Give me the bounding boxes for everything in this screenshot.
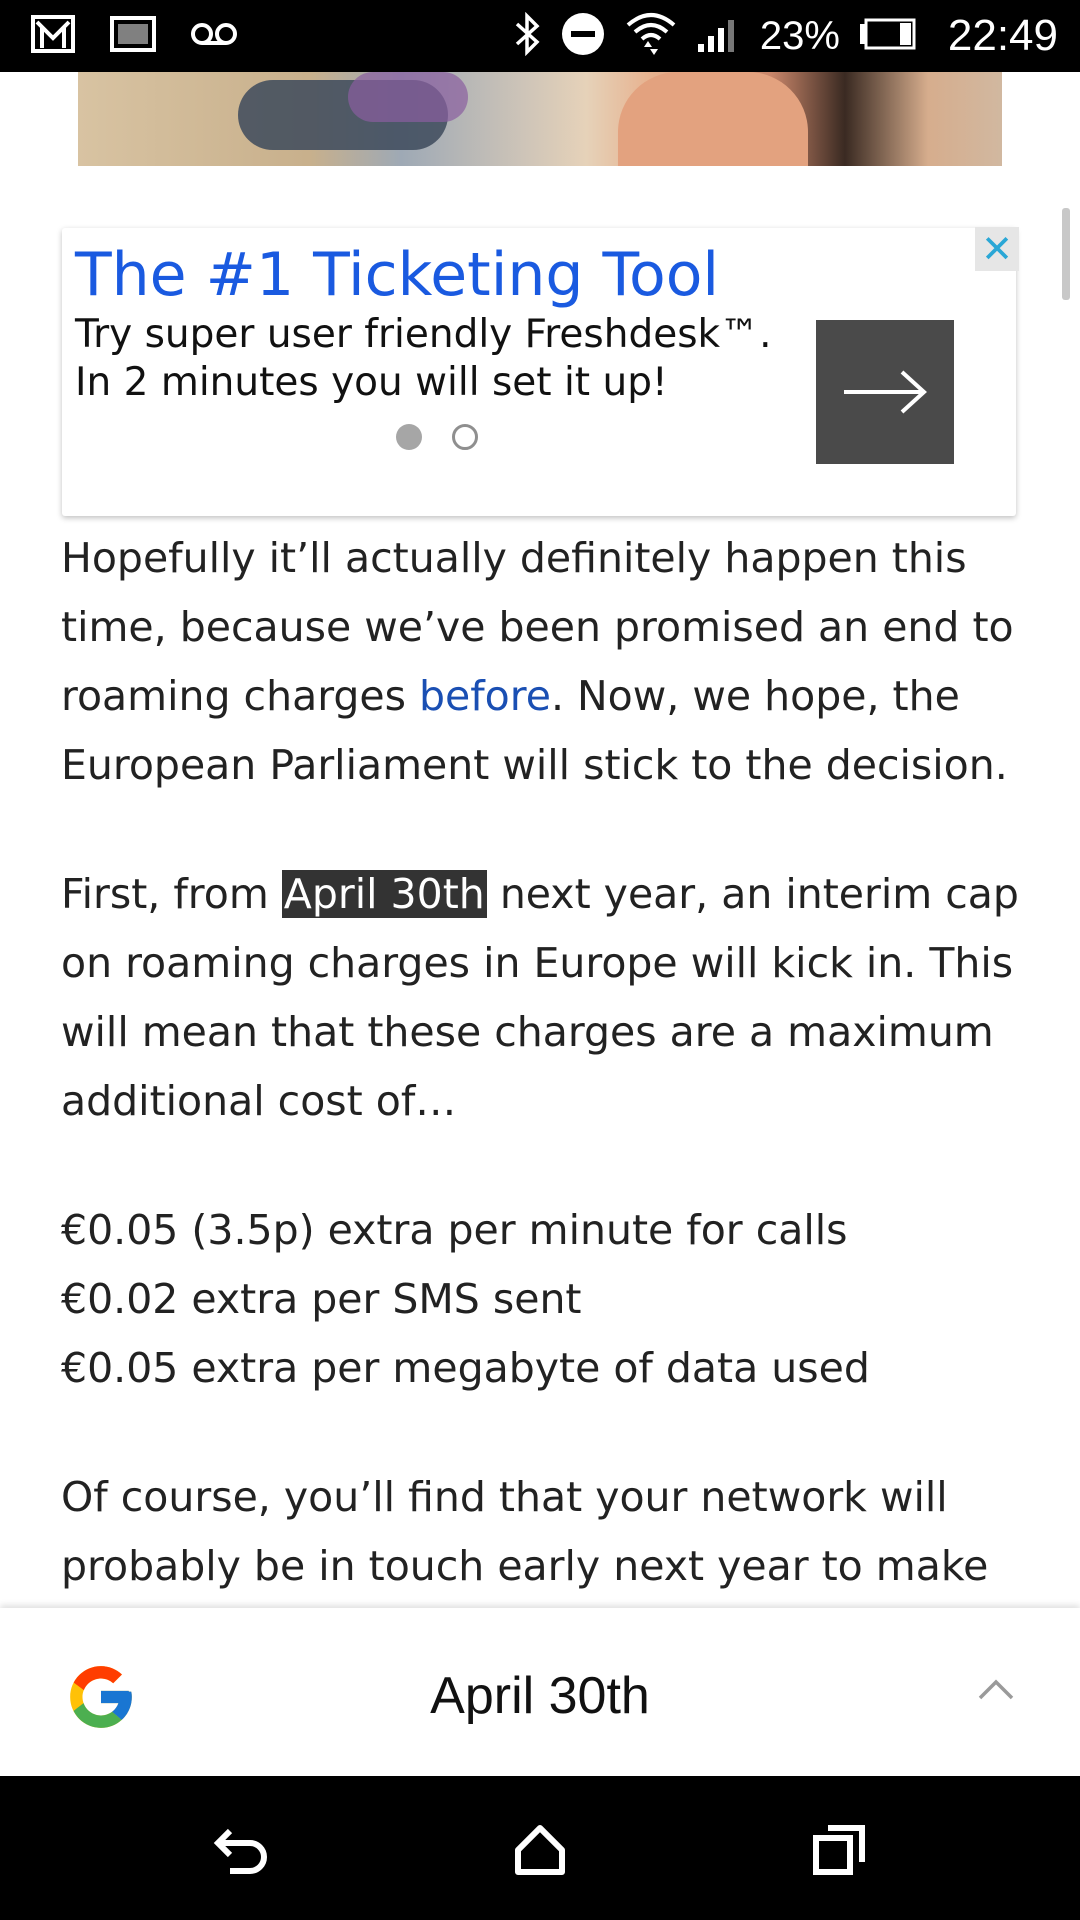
close-icon[interactable]: ✕ <box>975 227 1019 271</box>
ad-page-dot-1[interactable] <box>396 424 422 450</box>
charges-list <box>61 1196 1021 1403</box>
home-icon[interactable] <box>500 1810 580 1890</box>
charge-calls: €0.05 (3.5p) extra per minute for calls <box>61 1206 848 1254</box>
do-not-disturb-icon <box>560 11 606 61</box>
before-link[interactable]: before <box>418 672 551 720</box>
paragraph-1: Hopefully it’ll actually definitely happen this time, because we’ve been promised an end to roaming charges before. Now, we hope, the European Parliament will stick to the decision. <box>61 534 1014 789</box>
ad-page-dot-2[interactable] <box>452 424 478 450</box>
search-query[interactable]: April 30th <box>430 1667 650 1725</box>
ad-arrow-button[interactable] <box>816 320 954 464</box>
paragraph-4: Of course, you’ll find that your network will probably be in touch early next year to make <box>61 1473 989 1590</box>
paragraph-2: First, from April 30th next year, an interim cap on roaming charges in Europe will kick in. This will mean that these charges are a maximum additional cost of… <box>61 870 1019 1125</box>
charge-sms: €0.02 extra per SMS sent <box>61 1275 582 1323</box>
navigation-bar <box>0 1776 1080 1920</box>
arrow-right-icon <box>840 367 930 417</box>
signal-icon <box>696 14 742 58</box>
ad-title[interactable]: The #1 Ticketing Tool <box>75 240 720 310</box>
wifi-icon <box>624 9 678 63</box>
charge-data: €0.05 extra per megabyte of data used <box>61 1344 870 1392</box>
google-search-bar[interactable] <box>0 1608 1080 1776</box>
ad-text-line-1: Try super user friendly Freshdesk™. <box>75 312 772 357</box>
ad-text-line-2: In 2 minutes you will set it up! <box>75 360 668 405</box>
recents-icon[interactable] <box>800 1810 880 1890</box>
article-photo <box>78 72 1002 166</box>
voicemail-icon <box>190 21 238 51</box>
status-bar <box>0 0 1080 72</box>
selected-text[interactable]: April 30th <box>283 870 485 918</box>
ad-pager <box>396 424 478 450</box>
chevron-up-icon[interactable] <box>976 1674 1016 1704</box>
bluetooth-icon <box>512 12 542 60</box>
battery-icon <box>858 18 916 54</box>
back-icon[interactable] <box>200 1810 280 1890</box>
scroll-indicator[interactable] <box>1062 208 1070 300</box>
gmail-icon <box>30 14 76 58</box>
battery-percent: 23% <box>759 13 840 58</box>
photo-icon <box>110 16 156 56</box>
clock: 22:49 <box>947 11 1058 60</box>
